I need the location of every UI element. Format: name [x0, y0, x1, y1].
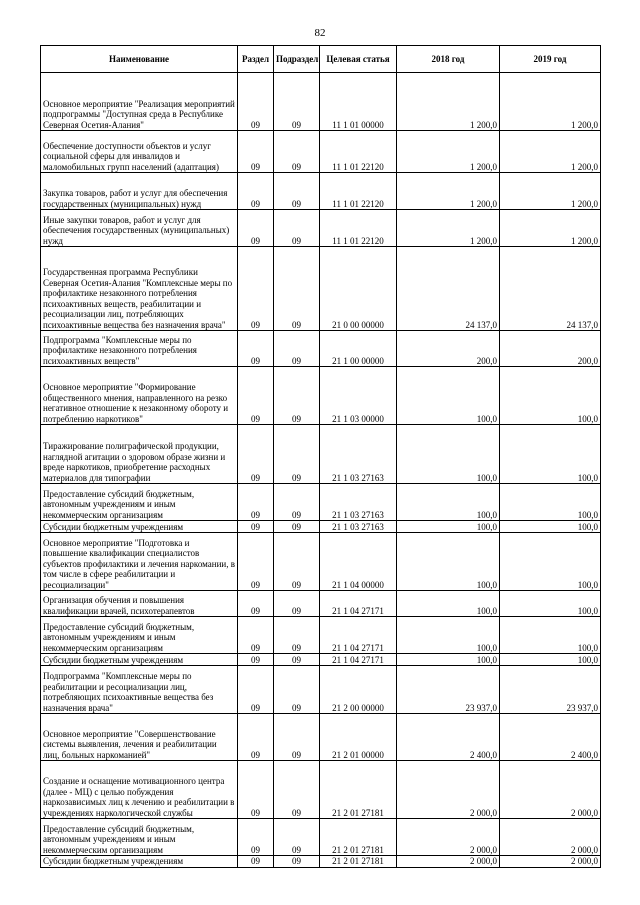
- row-razdel: 09: [238, 666, 274, 714]
- row-2019: 100,0: [500, 654, 601, 666]
- row-name: Основное мероприятие "Реализация мероприятий подпрограммы "Доступная среда в Республике Северная Осетия-Алания": [41, 73, 238, 131]
- row-2019: 100,0: [500, 425, 601, 484]
- table-row: [41, 173, 601, 210]
- row-razdel: 09: [238, 819, 274, 856]
- row-razdel: 09: [238, 173, 274, 210]
- row-podrazdel: 09: [274, 533, 320, 591]
- row-razdel: 09: [238, 131, 274, 173]
- row-2019: 2 000,0: [500, 761, 601, 819]
- row-2018: 100,0: [397, 654, 500, 666]
- row-razdel: 09: [238, 617, 274, 654]
- table-row: [41, 617, 601, 654]
- row-2019: 100,0: [500, 591, 601, 617]
- row-2018: 100,0: [397, 521, 500, 533]
- row-podrazdel: 09: [274, 173, 320, 210]
- row-target-article: 21 2 00 00000: [320, 666, 397, 714]
- row-2018: 2 000,0: [397, 761, 500, 819]
- row-2018: 100,0: [397, 617, 500, 654]
- header-razdel: Раздел: [238, 46, 274, 73]
- row-2019: 2 000,0: [500, 856, 601, 868]
- table-row: [41, 73, 601, 131]
- row-name: Иные закупки товаров, работ и услуг для обеспечения государственных (муниципальных) нужд: [41, 210, 238, 247]
- row-2019: 1 200,0: [500, 173, 601, 210]
- row-name: Основное мероприятие "Формирование общественного мнения, направленного на резко негативное отношение к незаконному обороту и потреблению наркотиков": [41, 367, 238, 425]
- row-2018: 1 200,0: [397, 73, 500, 131]
- row-name: Основное мероприятие "Подготовка и повышение квалификации специалистов субъектов профилактики и лечения наркомании, в том числе в сфере реабилитации и ресоциализации": [41, 533, 238, 591]
- row-razdel: 09: [238, 247, 274, 331]
- row-podrazdel: 09: [274, 131, 320, 173]
- table-row: [41, 819, 601, 856]
- row-2019: 100,0: [500, 533, 601, 591]
- row-podrazdel: 09: [274, 425, 320, 484]
- row-target-article: 11 1 01 22120: [320, 131, 397, 173]
- row-2019: 1 200,0: [500, 73, 601, 131]
- row-target-article: 21 2 01 27181: [320, 819, 397, 856]
- row-name: Субсидии бюджетным учреждениям: [41, 654, 238, 666]
- row-name: Создание и оснащение мотивационного центра (далее - МЦ) с целью побуждения наркозависимых лиц к лечению и реабилитации в учреждениях наркологической службы: [41, 761, 238, 819]
- budget-table: [40, 45, 601, 868]
- row-razdel: 09: [238, 856, 274, 868]
- row-2018: 200,0: [397, 331, 500, 367]
- row-podrazdel: 09: [274, 247, 320, 331]
- row-2018: 2 400,0: [397, 714, 500, 761]
- row-2019: 2 400,0: [500, 714, 601, 761]
- row-2018: 23 937,0: [397, 666, 500, 714]
- table-body: [41, 73, 601, 868]
- table-row: [41, 856, 601, 868]
- row-razdel: 09: [238, 761, 274, 819]
- row-podrazdel: 09: [274, 210, 320, 247]
- row-target-article: 21 1 03 27163: [320, 521, 397, 533]
- table-header-row: [41, 46, 601, 73]
- row-razdel: 09: [238, 714, 274, 761]
- row-2019: 100,0: [500, 521, 601, 533]
- row-2019: 2 000,0: [500, 819, 601, 856]
- header-target-article: Целевая статья: [320, 46, 397, 73]
- row-podrazdel: 09: [274, 666, 320, 714]
- header-name: Наименование: [41, 46, 238, 73]
- row-target-article: 21 2 01 27181: [320, 761, 397, 819]
- row-razdel: 09: [238, 331, 274, 367]
- header-2018: 2018 год: [397, 46, 500, 73]
- row-2018: 100,0: [397, 484, 500, 521]
- header-podrazdel: Подраздел: [274, 46, 320, 73]
- row-2018: 1 200,0: [397, 210, 500, 247]
- row-name: Закупка товаров, работ и услуг для обеспечения государственных (муниципальных) нужд: [41, 173, 238, 210]
- row-name: Субсидии бюджетным учреждениям: [41, 521, 238, 533]
- row-target-article: 21 1 04 27171: [320, 617, 397, 654]
- row-podrazdel: 09: [274, 819, 320, 856]
- row-target-article: 21 2 01 00000: [320, 714, 397, 761]
- row-podrazdel: 09: [274, 73, 320, 131]
- table-row: [41, 425, 601, 484]
- row-name: Обеспечение доступности объектов и услуг социальной сферы для инвалидов и маломобильных групп населений (адаптация): [41, 131, 238, 173]
- row-podrazdel: 09: [274, 591, 320, 617]
- row-2018: 1 200,0: [397, 131, 500, 173]
- row-2018: 100,0: [397, 591, 500, 617]
- row-target-article: 21 1 03 27163: [320, 484, 397, 521]
- table-row: [41, 521, 601, 533]
- table-row: [41, 533, 601, 591]
- row-razdel: 09: [238, 591, 274, 617]
- row-razdel: 09: [238, 654, 274, 666]
- row-target-article: 21 1 04 27171: [320, 654, 397, 666]
- row-target-article: 11 1 01 00000: [320, 73, 397, 131]
- row-razdel: 09: [238, 425, 274, 484]
- row-2018: 100,0: [397, 367, 500, 425]
- row-2019: 1 200,0: [500, 131, 601, 173]
- page-number: 82: [314, 27, 326, 39]
- row-name: Субсидии бюджетным учреждениям: [41, 856, 238, 868]
- row-target-article: 21 1 04 27171: [320, 591, 397, 617]
- table-row: [41, 210, 601, 247]
- row-2019: 1 200,0: [500, 210, 601, 247]
- row-target-article: 11 1 01 22120: [320, 173, 397, 210]
- row-2019: 200,0: [500, 331, 601, 367]
- row-target-article: 21 1 03 00000: [320, 367, 397, 425]
- table-row: [41, 131, 601, 173]
- table-row: [41, 331, 601, 367]
- row-name: Организация обучения и повышения квалификации врачей, психотерапевтов: [41, 591, 238, 617]
- row-podrazdel: 09: [274, 617, 320, 654]
- row-podrazdel: 09: [274, 484, 320, 521]
- row-razdel: 09: [238, 521, 274, 533]
- row-name: Предоставление субсидий бюджетным, автономным учреждениям и иным некоммерческим организациям: [41, 484, 238, 521]
- table-row: [41, 484, 601, 521]
- table-row: [41, 761, 601, 819]
- table-row: [41, 714, 601, 761]
- row-target-article: 21 1 03 27163: [320, 425, 397, 484]
- row-target-article: 21 1 04 00000: [320, 533, 397, 591]
- row-podrazdel: 09: [274, 761, 320, 819]
- row-razdel: 09: [238, 367, 274, 425]
- row-name: Тиражирование полиграфической продукции, наглядной агитации о здоровом образе жизни и вреде наркотиков, приобретение расходных материалов для типографии: [41, 425, 238, 484]
- row-2019: 24 137,0: [500, 247, 601, 331]
- row-podrazdel: 09: [274, 331, 320, 367]
- row-podrazdel: 09: [274, 367, 320, 425]
- row-2019: 100,0: [500, 617, 601, 654]
- row-name: Подпрограмма "Комплексные меры по реабилитации и ресоциализации лиц, потребляющих психоактивные вещества без назначения врача": [41, 666, 238, 714]
- row-target-article: 11 1 01 22120: [320, 210, 397, 247]
- row-2019: 100,0: [500, 484, 601, 521]
- row-razdel: 09: [238, 210, 274, 247]
- row-name: Предоставление субсидий бюджетным, автономным учреждениям и иным некоммерческим организациям: [41, 819, 238, 856]
- header-2019: 2019 год: [500, 46, 601, 73]
- row-2019: 23 937,0: [500, 666, 601, 714]
- table-row: [41, 666, 601, 714]
- table-row: [41, 367, 601, 425]
- row-podrazdel: 09: [274, 654, 320, 666]
- table-row: [41, 591, 601, 617]
- row-razdel: 09: [238, 533, 274, 591]
- row-name: Предоставление субсидий бюджетным, автономным учреждениям и иным некоммерческим организациям: [41, 617, 238, 654]
- row-name: Государственная программа Республики Северная Осетия-Алания "Комплексные меры по профилактике незаконного потребления психоактивных веществ, реабилитации и ресоциализации лиц, потребляющих психоактивные вещества без назначения врача": [41, 247, 238, 331]
- row-2018: 2 000,0: [397, 819, 500, 856]
- row-name: Подпрограмма "Комплексные меры по профилактике незаконного потребления психоактивных веществ": [41, 331, 238, 367]
- row-podrazdel: 09: [274, 714, 320, 761]
- row-2018: 2 000,0: [397, 856, 500, 868]
- row-podrazdel: 09: [274, 521, 320, 533]
- row-2019: 100,0: [500, 367, 601, 425]
- table-row: [41, 654, 601, 666]
- row-razdel: 09: [238, 73, 274, 131]
- row-name: Основное мероприятие "Совершенствование системы выявления, лечения и реабилитации лиц, больных наркоманией": [41, 714, 238, 761]
- table-row: [41, 247, 601, 331]
- row-2018: 100,0: [397, 425, 500, 484]
- row-target-article: 21 0 00 00000: [320, 247, 397, 331]
- row-2018: 24 137,0: [397, 247, 500, 331]
- row-2018: 1 200,0: [397, 173, 500, 210]
- row-target-article: 21 2 01 27181: [320, 856, 397, 868]
- row-target-article: 21 1 00 00000: [320, 331, 397, 367]
- row-podrazdel: 09: [274, 856, 320, 868]
- row-razdel: 09: [238, 484, 274, 521]
- row-2018: 100,0: [397, 533, 500, 591]
